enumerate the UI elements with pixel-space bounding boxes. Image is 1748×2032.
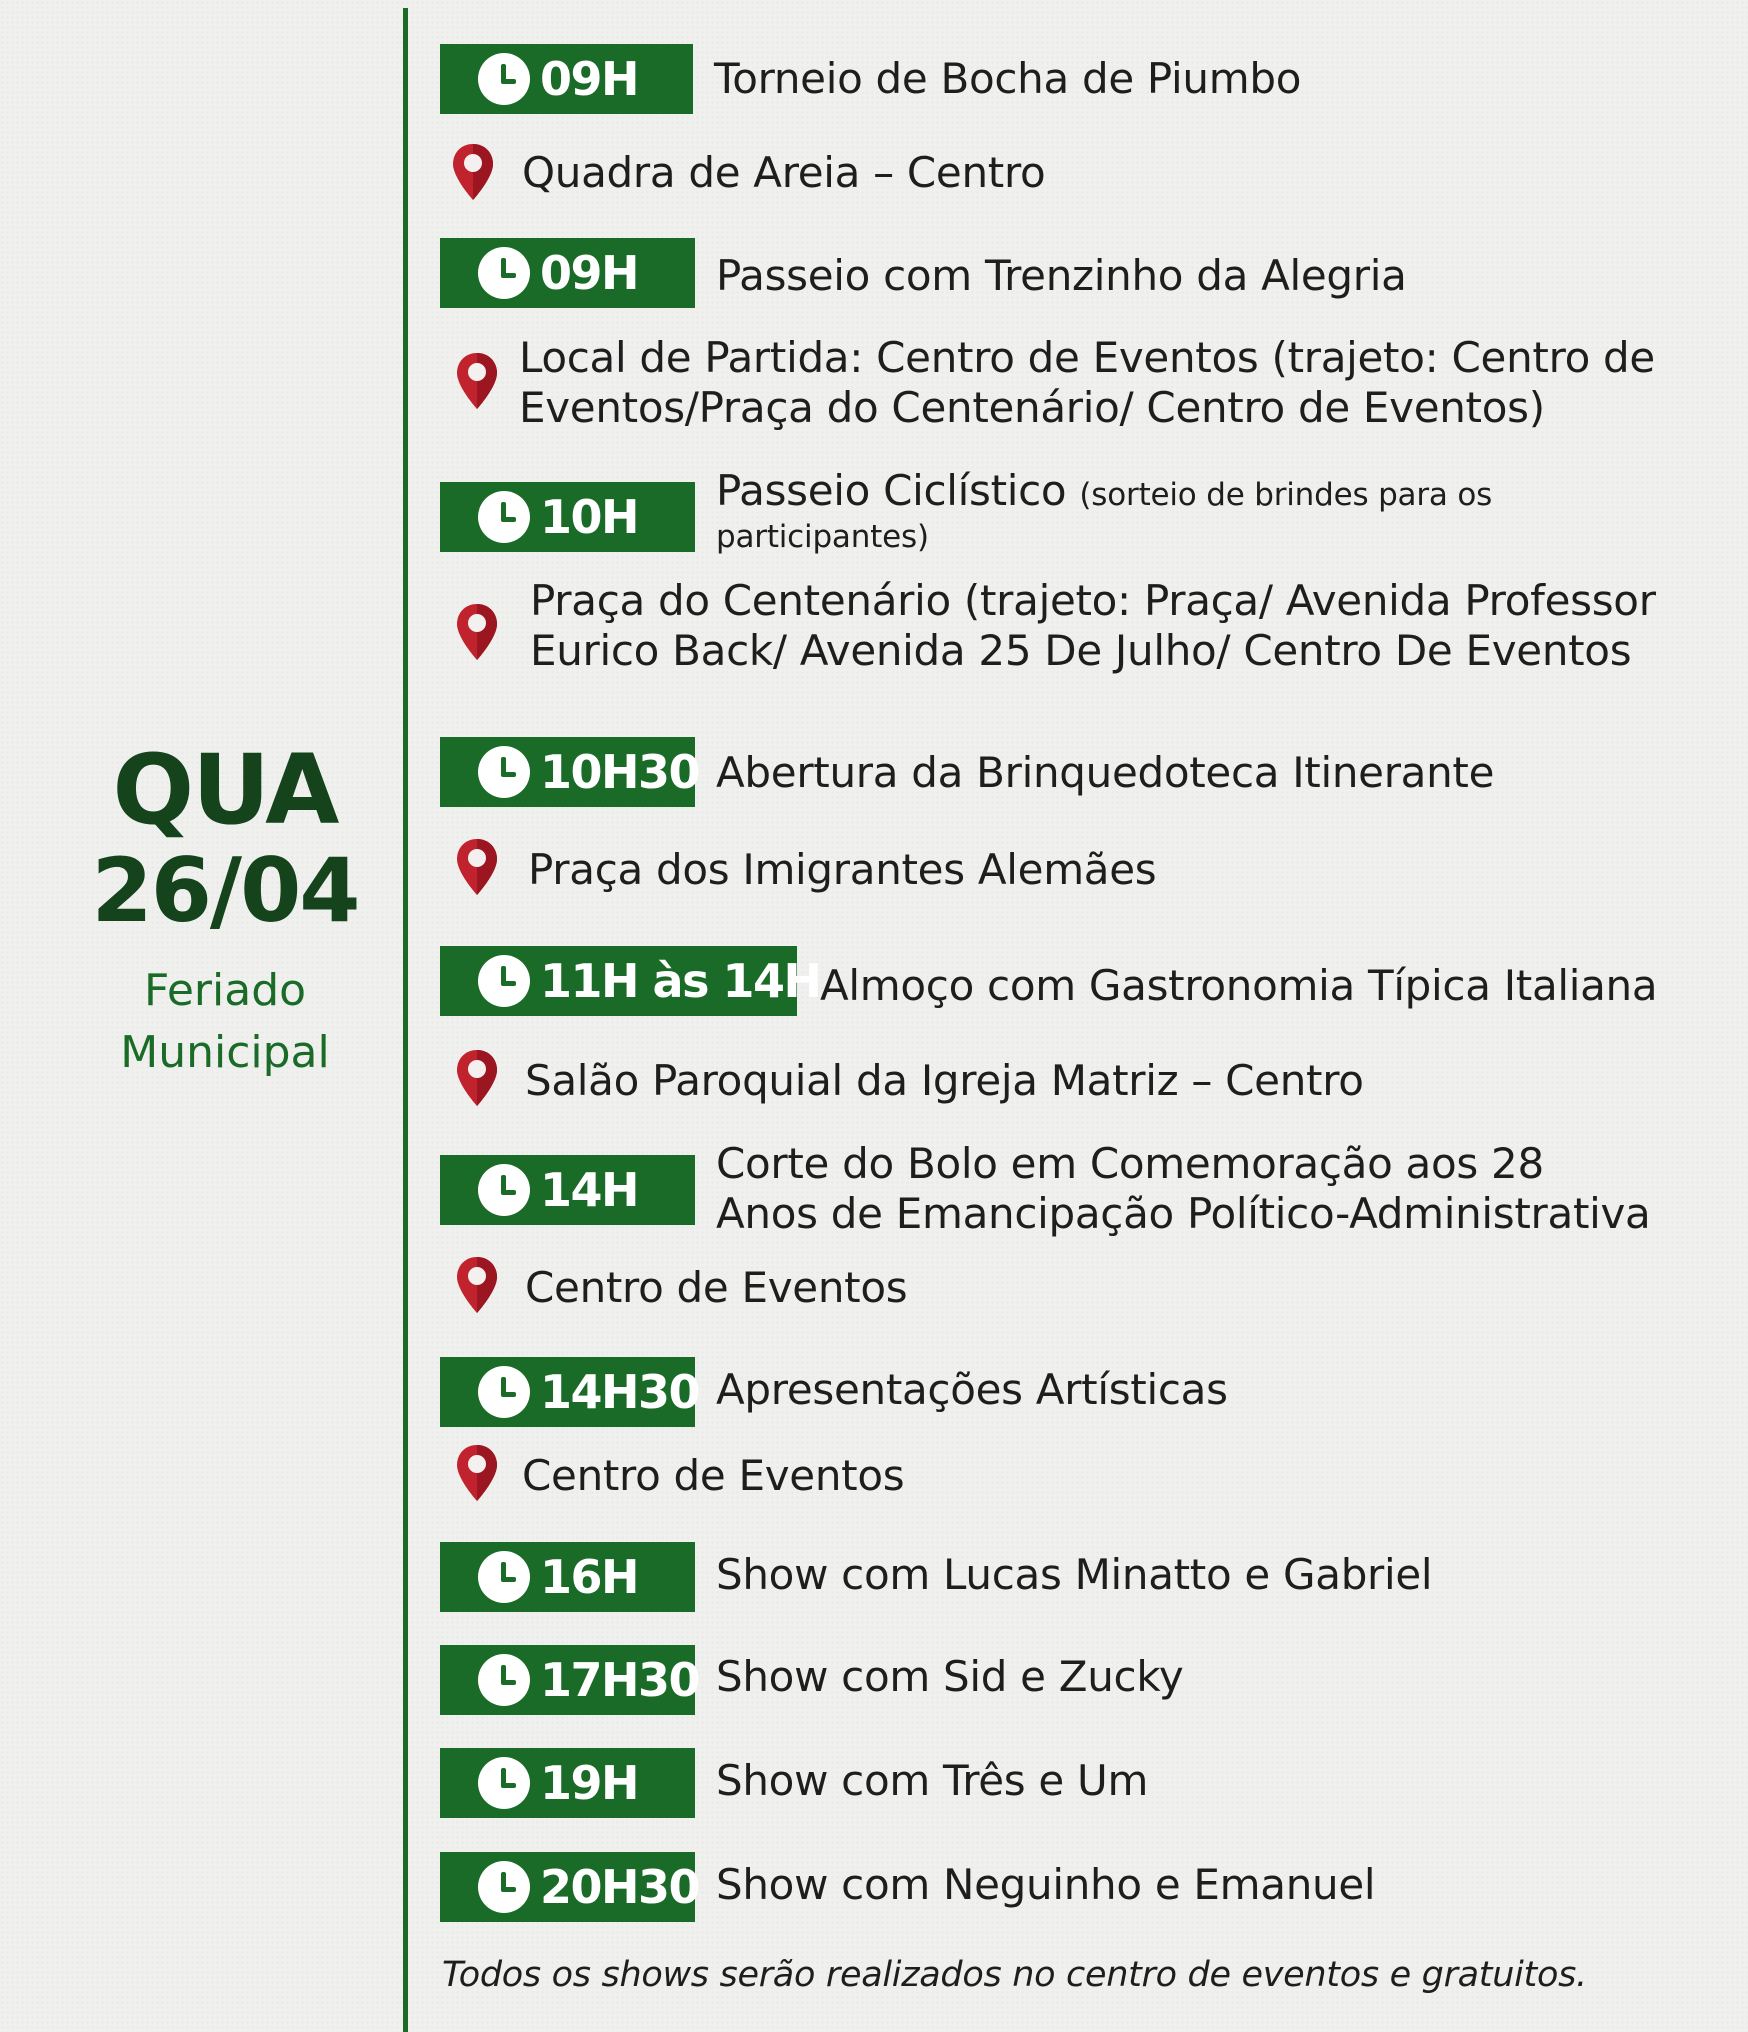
event-title: Show com Lucas Minatto e Gabriel: [716, 1550, 1433, 1599]
event-title: Apresentações Artísticas: [716, 1365, 1228, 1414]
clock-icon: [478, 1757, 530, 1809]
time-badge: [440, 482, 695, 552]
location-pin-icon: [455, 1048, 499, 1110]
event-time: 10H30: [540, 745, 700, 799]
event-title: Show com Neguinho e Emanuel: [716, 1860, 1376, 1909]
time-badge: [440, 1542, 695, 1612]
event-time: 19H: [540, 1756, 639, 1810]
event-place: [519, 333, 1655, 433]
clock-icon: [478, 1861, 530, 1913]
event-place-line1: Praça do Centenário (trajeto: Praça/ Avenida Professor: [530, 576, 1656, 625]
event-place: Praça dos Imigrantes Alemães: [528, 845, 1157, 894]
event-place-line2: Eurico Back/ Avenida 25 De Julho/ Centro De Eventos: [530, 626, 1632, 675]
event-time: 09H: [540, 246, 639, 300]
clock-icon: [478, 1164, 530, 1216]
clock-icon: [478, 1654, 530, 1706]
event-place: Salão Paroquial da Igreja Matriz – Centro: [525, 1056, 1364, 1105]
clock-icon: [478, 247, 530, 299]
location-pin-icon: [455, 602, 499, 664]
event-title: Show com Sid e Zucky: [716, 1652, 1184, 1701]
event-title-line1: Corte do Bolo em Comemoração aos 28: [716, 1139, 1544, 1188]
location-pin-icon: [451, 142, 495, 204]
event-time: 10H: [540, 490, 639, 544]
location-pin-icon: [455, 837, 499, 899]
time-badge: [440, 1852, 700, 1922]
time-badge: [440, 1155, 695, 1225]
event-time: 14H: [540, 1163, 639, 1217]
time-badge: [440, 1645, 700, 1715]
event-title: [716, 1139, 1650, 1239]
event-time: 17H30: [540, 1653, 700, 1707]
location-pin-icon: [455, 351, 499, 413]
time-badge: [440, 1748, 695, 1818]
timeline-divider: [403, 8, 408, 2032]
event-title: [716, 466, 1493, 558]
event-place: Centro de Eventos: [522, 1451, 905, 1500]
event-place-line1: Local de Partida: Centro de Eventos (trajeto: Centro de: [519, 333, 1655, 382]
event-title: Torneio de Bocha de Piumbo: [714, 54, 1302, 103]
event-title-note-line2: participantes): [716, 519, 929, 555]
event-title: Abertura da Brinquedoteca Itinerante: [716, 748, 1495, 797]
event-place-line2: Eventos/Praça do Centenário/ Centro de Eventos): [519, 383, 1545, 432]
time-badge: [440, 737, 700, 807]
event-title: Almoço com Gastronomia Típica Italiana: [820, 961, 1658, 1010]
clock-icon: [478, 53, 530, 105]
footer-note: Todos os shows serão realizados no centro de eventos e gratuitos.: [442, 1955, 1587, 1995]
event-title: Show com Três e Um: [716, 1756, 1149, 1805]
time-badge: [440, 946, 821, 1016]
event-time: 11H às 14H: [540, 954, 821, 1008]
event-time: 09H: [540, 52, 639, 106]
event-title-line2: Anos de Emancipação Político-Administrativa: [716, 1189, 1651, 1238]
event-place: [530, 576, 1656, 676]
clock-icon: [478, 955, 530, 1007]
event-time: 20H30: [540, 1860, 700, 1914]
time-badge: [440, 238, 695, 308]
event-place: Centro de Eventos: [525, 1263, 908, 1312]
clock-icon: [478, 1551, 530, 1603]
event-title-note: (sorteio de brindes para os: [1079, 477, 1493, 513]
location-pin-icon: [455, 1443, 499, 1505]
location-pin-icon: [455, 1255, 499, 1317]
time-badge: [440, 1357, 700, 1427]
event-time: 16H: [540, 1550, 639, 1604]
holiday-note-line1: Feriado: [143, 965, 307, 1016]
event-place: Quadra de Areia – Centro: [522, 148, 1046, 197]
date-label: 26/04: [91, 839, 359, 942]
time-badge: [440, 44, 693, 114]
holiday-note-line2: Municipal: [120, 1027, 330, 1078]
holiday-note: [60, 960, 390, 1084]
clock-icon: [478, 491, 530, 543]
weekday-label: QUA: [112, 734, 338, 846]
event-title-main: Passeio Ciclístico: [716, 466, 1067, 515]
clock-icon: [478, 746, 530, 798]
event-time: 14H30: [540, 1365, 700, 1419]
event-title: Passeio com Trenzinho da Alegria: [716, 251, 1407, 300]
clock-icon: [478, 1366, 530, 1418]
day-header: [60, 734, 390, 1084]
